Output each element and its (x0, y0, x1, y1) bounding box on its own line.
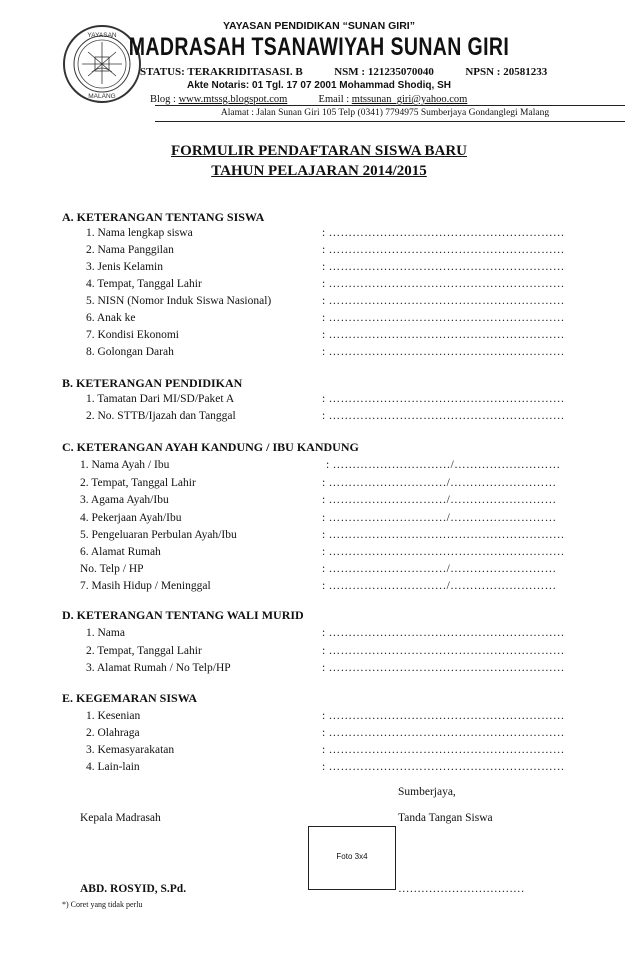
npsn-text: NPSN : 20581233 (465, 66, 548, 78)
email-label: Email : (318, 94, 352, 105)
section-e-heading: E. KEGEMARAN SISWA (62, 691, 198, 705)
footnote: *) Coret yang tidak perlu (62, 900, 143, 909)
section-b-heading: B. KETERANGAN PENDIDIKAN (62, 376, 243, 390)
field-fill-line: : …………………………/……………………… (326, 459, 561, 471)
field-fill-line: : …………………………………………………… (322, 546, 565, 558)
nsm-text: NSM : 121235070040 (334, 66, 434, 78)
field-fill-line: : …………………………………………………… (322, 627, 565, 639)
section-a-heading: A. KETERANGAN TENTANG SISWA (62, 210, 265, 224)
status-text: STATUS: TERAKRIDITASASI. B (140, 66, 303, 78)
field-label: 2. Olahraga (86, 727, 140, 739)
field-fill-line: : …………………………/……………………… (322, 580, 557, 592)
field-label: 2. Nama Panggilan (86, 244, 174, 256)
field-fill-line: : …………………………………………………… (322, 261, 565, 273)
field-fill-line: : …………………………………………………… (322, 662, 565, 674)
field-label: 1. Kesenian (86, 710, 141, 722)
logo-text-bottom: MALANG (88, 93, 116, 100)
field-label: 5. Pengeluaran Perbulan Ayah/Ibu (80, 529, 237, 541)
field-label: 2. No. STTB/Ijazah dan Tanggal (86, 410, 236, 422)
header-divider-top (155, 105, 625, 106)
field-label: 3. Alamat Rumah / No Telp/HP (86, 662, 231, 674)
field-fill-line: : …………………………………………………… (322, 295, 565, 307)
email-link[interactable]: mtssunan_giri@yahoo.com (351, 94, 468, 105)
blog-label: Blog : (150, 94, 179, 105)
field-label: 5. NISN (Nomor Induk Siswa Nasional) (86, 295, 272, 307)
field-label: No. Telp / HP (80, 563, 144, 575)
field-label: 3. Agama Ayah/Ibu (80, 494, 169, 506)
field-fill-line: : …………………………………………………… (322, 244, 565, 256)
field-fill-line: : …………………………………………………… (322, 410, 565, 422)
field-fill-line: : …………………………………………………… (322, 346, 565, 358)
field-label: 6. Anak ke (86, 312, 136, 324)
field-fill-line: : …………………………………………………… (322, 312, 565, 324)
address-line: Alamat : Jalan Sunan Giri 105 Telp (0341) 7794975 Sumberjaya Gondanglegi Malang (220, 108, 550, 118)
field-fill-line: : …………………………………………………… (322, 278, 565, 290)
photo-box (308, 826, 396, 890)
field-fill-line: : …………………………/……………………… (322, 512, 557, 524)
field-fill-line: : …………………………………………………… (322, 529, 565, 541)
field-label: 2. Tempat, Tanggal Lahir (86, 645, 202, 657)
yayasan-name: YAYASAN PENDIDIKAN “SUNAN GIRI” (223, 20, 415, 32)
field-label: 4. Lain-lain (86, 761, 140, 773)
field-fill-line: : …………………………………………………… (322, 744, 565, 756)
field-label: 3. Jenis Kelamin (86, 261, 163, 273)
field-label: 1. Nama (86, 627, 125, 639)
akte-notaris: Akte Notaris: 01 Tgl. 17 07 2001 Mohammad Shodiq, SH (187, 80, 451, 91)
field-fill-line: : …………………………/……………………… (322, 477, 557, 489)
field-label: 1. Nama Ayah / Ibu (80, 459, 170, 471)
student-signature-label: Tanda Tangan Siswa (398, 812, 493, 824)
field-fill-line: : …………………………/……………………… (322, 563, 557, 575)
madrasah-name: MADRASAH TSANAWIYAH SUNAN GIRI (128, 33, 510, 61)
field-label: 6. Alamat Rumah (80, 546, 161, 558)
field-fill-line: : …………………………………………………… (322, 727, 565, 739)
field-label: 8. Golongan Darah (86, 346, 174, 358)
signature-place: Sumberjaya, (398, 786, 456, 798)
field-fill-line: : …………………………………………………… (322, 393, 565, 405)
section-c-heading: C. KETERANGAN AYAH KANDUNG / IBU KANDUNG (62, 440, 359, 454)
field-fill-line: : …………………………………………………… (322, 645, 565, 657)
accreditation-line (140, 66, 580, 78)
photo-box-label: Foto 3x4 (336, 852, 368, 861)
field-label: 1. Nama lengkap siswa (86, 227, 193, 239)
field-label: 1. Tamatan Dari MI/SD/Paket A (86, 393, 235, 405)
field-fill-line: : …………………………………………………… (322, 761, 565, 773)
field-fill-line: : …………………………………………………… (322, 710, 565, 722)
field-label: 7. Masih Hidup / Meninggal (80, 580, 211, 592)
student-signature-line: …………………………… (398, 883, 525, 895)
field-label: 7. Kondisi Ekonomi (86, 329, 179, 341)
field-fill-line: : …………………………………………………… (322, 329, 565, 341)
blog-link[interactable]: www.mtssg.blogspot.com (178, 94, 288, 105)
field-label: 2. Tempat, Tanggal Lahir (80, 477, 196, 489)
section-d-heading: D. KETERANGAN TENTANG WALI MURID (62, 608, 304, 622)
logo-text-top: YAYASAN (87, 32, 117, 39)
form-subtitle: TAHUN PELAJARAN 2014/2015 (211, 163, 427, 179)
principal-label: Kepala Madrasah (80, 812, 161, 824)
principal-name: ABD. ROSYID, S.Pd. (80, 883, 187, 895)
header-divider-bottom (155, 121, 625, 122)
field-label: 4. Pekerjaan Ayah/Ibu (80, 512, 182, 524)
field-label: 4. Tempat, Tanggal Lahir (86, 278, 202, 290)
form-title: FORMULIR PENDAFTARAN SISWA BARU (171, 143, 467, 159)
field-label: 3. Kemasyarakatan (86, 744, 175, 756)
field-fill-line: : …………………………………………………… (322, 227, 565, 239)
field-fill-line: : …………………………/……………………… (322, 494, 557, 506)
contact-line (150, 94, 590, 105)
